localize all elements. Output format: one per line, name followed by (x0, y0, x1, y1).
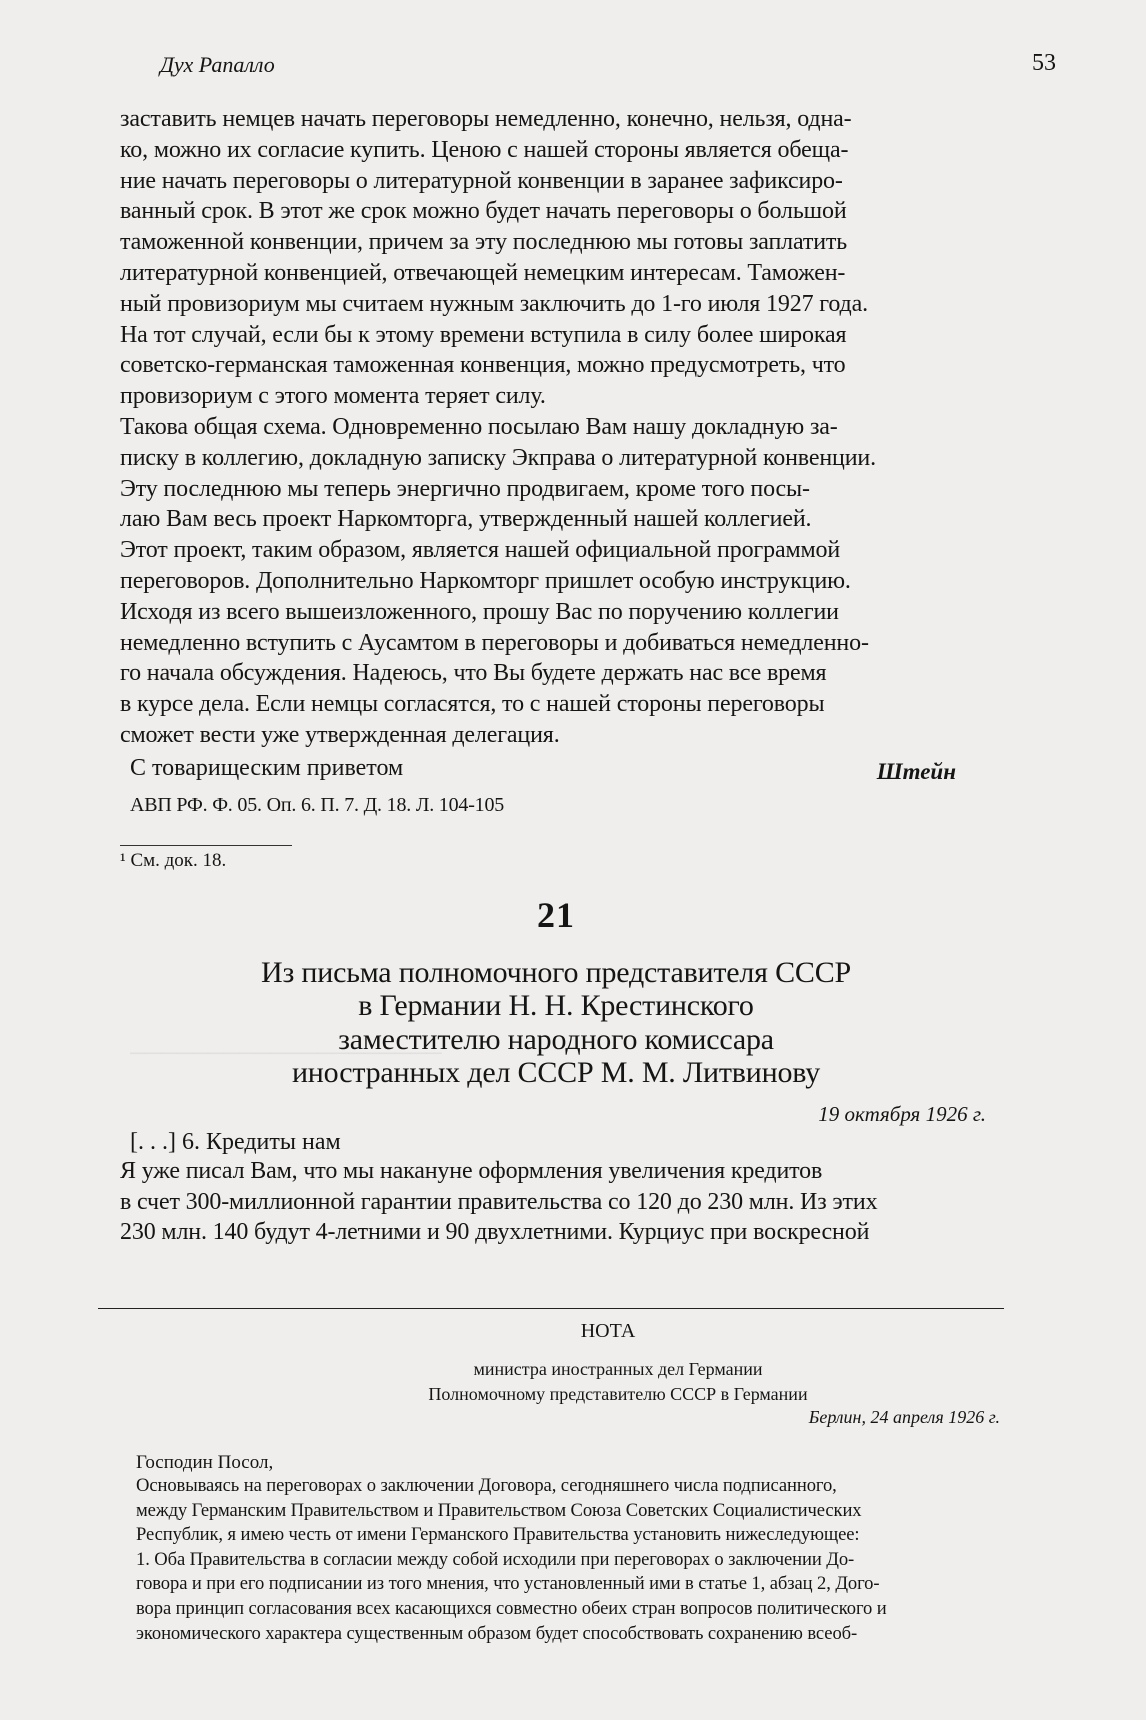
text-line: ный провизориум мы считаем нужным заключить до 1-го июля 1927 года. (120, 290, 868, 317)
document-number: 21 (537, 894, 575, 935)
nota-line: Республик, я имею честь от имени Германского Правительства установить нижеследующее: (136, 1524, 860, 1546)
footnote-rule (120, 845, 292, 846)
title-line: Из письма полномочного представителя СССР (260, 955, 851, 989)
nota-title: НОТА (580, 1320, 636, 1342)
text-line: 230 млн. 140 будут 4-летними и 90 двухлетними. Курциус при воскресной (120, 1219, 870, 1246)
text-line: сможет вести уже утвержденная делегация. (120, 721, 560, 748)
text-line: немедленно вступить с Аусамтом в переговоры и добиваться немедленно- (120, 629, 869, 656)
nota-sender: министра иностранных дел Германии (473, 1359, 763, 1379)
text-line: в курсе дела. Если немцы согласятся, то с нашей стороны переговоры (120, 691, 825, 718)
nota-line: 1. Оба Правительства в согласии между собой исходили при переговорах о заключении До- (136, 1548, 855, 1570)
running-head (148, 48, 1056, 84)
document-body (120, 1156, 992, 1248)
text-line: Этот проект, таким образом, является нашей официальной программой (120, 537, 841, 564)
text-line: Эту последнюю мы теперь энергично продвигаем, кроме того посы- (120, 475, 810, 502)
signature: Штейн (876, 758, 956, 784)
archive-reference: АВП РФ. Ф. 05. Оп. 6. П. 7. Д. 18. Л. 104-105 (130, 793, 505, 816)
text-line: писку в коллегию, докладную записку Экправа о литературной конвенции. (120, 444, 876, 471)
text-line: провизориум с этого момента теряет силу. (120, 383, 546, 410)
closing-salutation: С товарищеским приветом (130, 754, 404, 781)
nota-block (136, 1320, 1000, 1646)
nota-body (136, 1474, 1000, 1646)
document-title (120, 956, 992, 1090)
bleed-through-texture: ──────────────────── (130, 1040, 442, 1065)
text-line: советско-германская таможенная конвенция, можно предусмотреть, что (120, 352, 846, 379)
text-line: литературной конвенцией, отвечающей немецким интересам. Таможен- (120, 259, 846, 286)
nota-line: экономического характера существенным образом будет способствовать сохранению всеоб- (136, 1622, 858, 1644)
page-number: 53 (1032, 50, 1056, 76)
text-line: лаю Вам весь проект Наркомторга, утвержденный нашей коллегией. (120, 506, 812, 533)
main-text-block (120, 104, 992, 1248)
title-line: в Германии Н. Н. Крестинского (358, 989, 754, 1023)
nota-divider (98, 1308, 1004, 1309)
text-line: ние начать переговоры о литературной конвенции в заранее зафиксиро- (120, 167, 843, 194)
text-line: заставить немцев начать переговоры немедленно, конечно, нельзя, одна- (120, 106, 852, 132)
nota-line: вора принцип согласования всех касающихся совместно обеих стран вопросов политического и (136, 1597, 887, 1619)
nota-line: между Германским Правительством и Правительством Союза Советских Социалистических (136, 1499, 862, 1521)
text-line: Такова общая схема. Одновременно посылаю Вам нашу докладную за- (120, 413, 838, 440)
document-date: 19 октября 1926 г. (818, 1101, 986, 1126)
letter-continuation (120, 104, 992, 751)
nota-place-date: Берлин, 24 апреля 1926 г. (808, 1407, 1000, 1427)
running-title: Дух Рапалло (160, 52, 275, 77)
text-line: Исходя из всего вышеизложенного, прошу Вас по поручению коллегии (120, 598, 839, 625)
title-line: иностранных дел СССР М. М. Литвинову (291, 1056, 821, 1090)
text-line: го начала обсуждения. Надеюсь, что Вы будете держать нас все время (120, 660, 827, 687)
text-line: ко, можно их согласие купить. Ценою с нашей стороны является обеща- (120, 136, 849, 163)
text-line: Я уже писал Вам, что мы накануне оформления увеличения кредитов (120, 1157, 823, 1184)
nota-recipient: Полномочному представителю СССР в Германии (428, 1384, 808, 1404)
letter-signoff (120, 755, 992, 788)
section-heading: [. . .] 6. Кредиты нам (130, 1128, 341, 1155)
text-line: переговоров. Дополнительно Наркомторг пришлет особую инструкцию. (120, 567, 851, 594)
nota-line: Основываясь на переговорах о заключении Договора, сегодняшнего числа подписанного, (136, 1475, 837, 1496)
text-line: На тот случай, если бы к этому времени вступила в силу более широкая (120, 321, 847, 348)
text-line: ванный срок. В этот же срок можно будет начать переговоры о большой (120, 198, 847, 225)
text-line: таможенной конвенции, причем за эту последнюю мы готовы заплатить (120, 229, 848, 256)
nota-salutation: Господин Посол, (136, 1452, 274, 1473)
footnote: ¹ См. док. 18. (120, 849, 227, 871)
title-line: заместителю народного комиссара (338, 1022, 774, 1056)
text-line: в счет 300-миллионной гарантии правительства со 120 до 230 млн. Из этих (120, 1188, 878, 1215)
nota-line: говора и при его подписании из того мнения, что установленный ими в статье 1, абзац 2, Дого- (136, 1573, 880, 1595)
